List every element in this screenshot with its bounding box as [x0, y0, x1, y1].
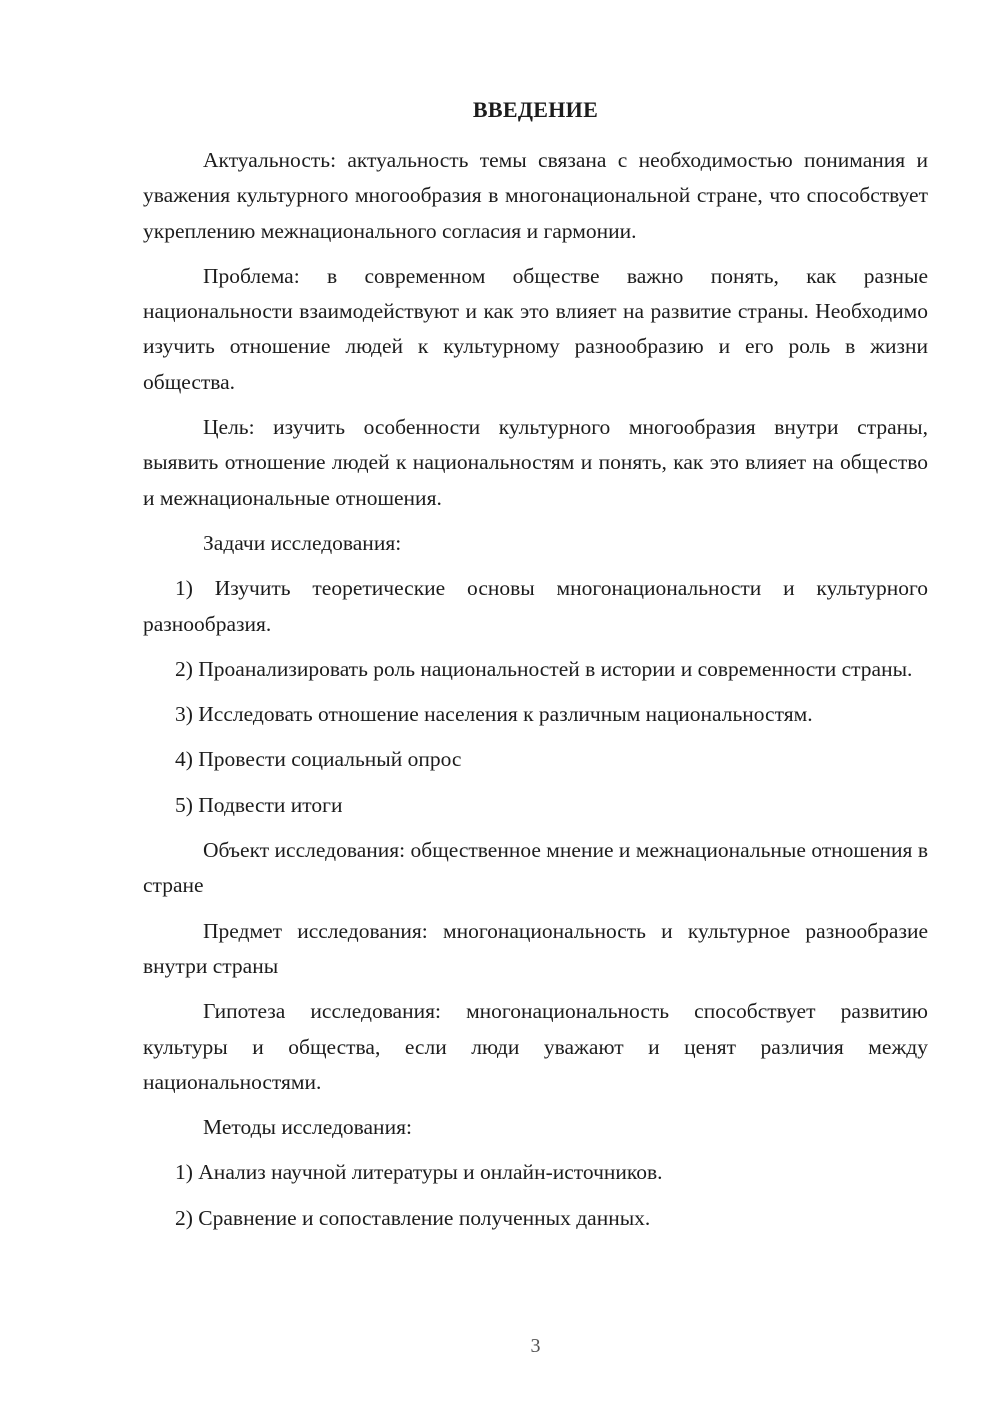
- document-body: [143, 143, 928, 1246]
- paragraph-problem: Проблема: в современном обществе важно понять, как разные национальности взаимодействуют и как это влияет на развитие страны. Необходимо изучить отношение людей к культурному разнообразию и его роль в жизни общества.: [143, 263, 928, 394]
- task-item-5: 5) Подвести итоги: [175, 792, 343, 817]
- tasks-heading: Задачи исследования:: [203, 530, 402, 555]
- task-item-3: 3) Исследовать отношение населения к различным национальностям.: [175, 702, 813, 727]
- page-number: 3: [530, 1335, 541, 1357]
- task-item-2: 2) Проанализировать роль национальностей в истории и современности страны.: [175, 656, 913, 681]
- paragraph-hypothesis: Гипотеза исследования: многонациональность способствует развитию культуры и общества, если люди уважают и ценят различия между национальностями.: [143, 999, 928, 1094]
- task-item-1: 1) Изучить теоретические основы многонациональности и культурного разнообразия.: [143, 576, 928, 636]
- task-item-4: 4) Провести социальный опрос: [175, 747, 462, 772]
- paragraph-subject: Предмет исследования: многонациональность и культурное разнообразие внутри страны: [143, 918, 928, 978]
- paragraph-relevance: Актуальность: актуальность темы связана с необходимостью понимания и уважения культурного многообразия в многонациональной стране, что способствует укреплению межнационального согласия и гармонии.: [143, 148, 928, 243]
- section-title: ВВЕДЕНИЕ: [472, 97, 599, 122]
- method-item-1: 1) Анализ научной литературы и онлайн-источников.: [175, 1160, 663, 1185]
- paragraph-object: Объект исследования: общественное мнение и межнациональные отношения в стране: [143, 838, 928, 898]
- paragraph-goal: Цель: изучить особенности культурного многообразия внутри страны, выявить отношение людей к национальностям и понять, как это влияет на общество и межнациональные отношения.: [143, 415, 928, 510]
- method-item-2: 2) Сравнение и сопоставление полученных данных.: [175, 1205, 651, 1230]
- document-page: [143, 0, 928, 1414]
- methods-heading: Методы исследования:: [203, 1115, 412, 1140]
